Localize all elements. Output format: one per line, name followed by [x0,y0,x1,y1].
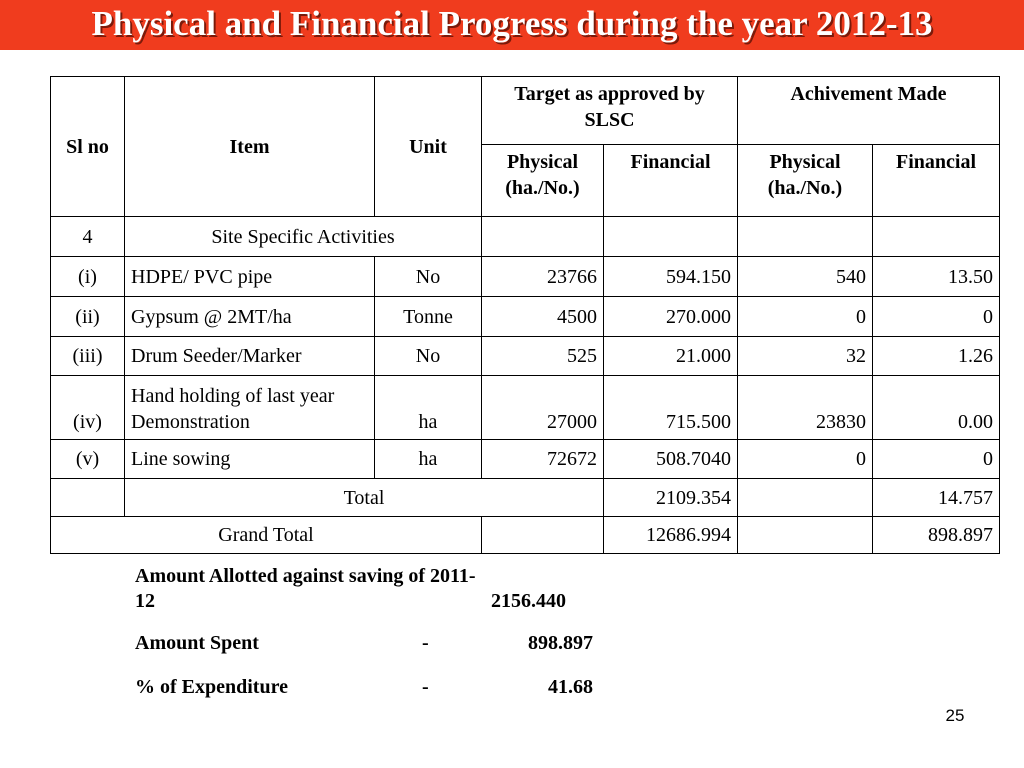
spent-dash: - [422,632,429,654]
row-target-financial: 715.500 [604,376,738,440]
row-unit: No [375,257,482,297]
header-unit: Unit [375,77,482,217]
row-sl: (i) [51,257,125,297]
row-ach-physical: 0 [738,297,873,337]
allotted-value: 2156.440 [491,590,566,612]
total-ach-financial: 14.757 [873,479,1000,517]
allotted-label: Amount Allotted against saving of 2011-12 [135,565,476,612]
grand-total-label: Grand Total [51,517,482,554]
header-achievement: Achivement Made [738,77,1000,145]
row-sl: (ii) [51,297,125,337]
grand-total-target-financial: 12686.994 [604,517,738,554]
progress-table [50,76,1000,554]
row-item: Drum Seeder/Marker [125,337,375,376]
row-target-physical: 27000 [482,376,604,440]
total-label: Total [125,479,604,517]
table-row [51,297,1000,337]
row-target-physical: 4500 [482,297,604,337]
section-label: Site Specific Activities [125,217,482,257]
row-target-physical: 72672 [482,440,604,479]
row-unit: ha [375,376,482,440]
row-ach-physical: 32 [738,337,873,376]
row-target-financial: 508.7040 [604,440,738,479]
table-row [51,440,1000,479]
header-target: Target as approved by SLSC [482,77,738,145]
row-ach-physical: 540 [738,257,873,297]
expenditure-value: 41.68 [548,676,593,698]
row-ach-physical: 23830 [738,376,873,440]
row-item: Hand holding of last year Demonstration [125,376,375,440]
table-row [51,257,1000,297]
row-unit: Tonne [375,297,482,337]
header-target-physical: Physical (ha./No.) [482,145,604,217]
table-row [51,337,1000,376]
row-ach-financial: 1.26 [873,337,1000,376]
row-sl: (iv) [51,376,125,440]
header-item: Item [125,77,375,217]
row-ach-financial: 0.00 [873,376,1000,440]
row-item: Gypsum @ 2MT/ha [125,297,375,337]
header-row-1 [51,77,1000,145]
row-ach-financial: 13.50 [873,257,1000,297]
grand-total-ach-financial: 898.897 [873,517,1000,554]
row-sl: (v) [51,440,125,479]
row-unit: ha [375,440,482,479]
header-ach-physical: Physical (ha./No.) [738,145,873,217]
row-ach-financial: 0 [873,297,1000,337]
spent-value: 898.897 [528,632,593,654]
total-row [51,479,1000,517]
row-unit: No [375,337,482,376]
row-ach-financial: 0 [873,440,1000,479]
total-target-financial: 2109.354 [604,479,738,517]
page-number: 25 [945,706,965,725]
expenditure-label: % of Expenditure [135,676,288,698]
row-item: Line sowing [125,440,375,479]
spent-label: Amount Spent [135,632,259,654]
slide-title: Physical and Financial Progress during the year 2012-13 [91,4,933,43]
row-target-financial: 594.150 [604,257,738,297]
row-ach-physical: 0 [738,440,873,479]
expenditure-dash: - [422,676,429,698]
section-number: 4 [51,217,125,257]
header-target-financial: Financial [604,145,738,217]
header-sl-no: Sl no [51,77,125,217]
row-target-financial: 21.000 [604,337,738,376]
table-row [51,376,1000,440]
section-row [51,217,1000,257]
grand-total-row [51,517,1000,554]
row-target-financial: 270.000 [604,297,738,337]
header-ach-financial: Financial [873,145,1000,217]
row-target-physical: 23766 [482,257,604,297]
row-target-physical: 525 [482,337,604,376]
row-item: HDPE/ PVC pipe [125,257,375,297]
row-sl: (iii) [51,337,125,376]
